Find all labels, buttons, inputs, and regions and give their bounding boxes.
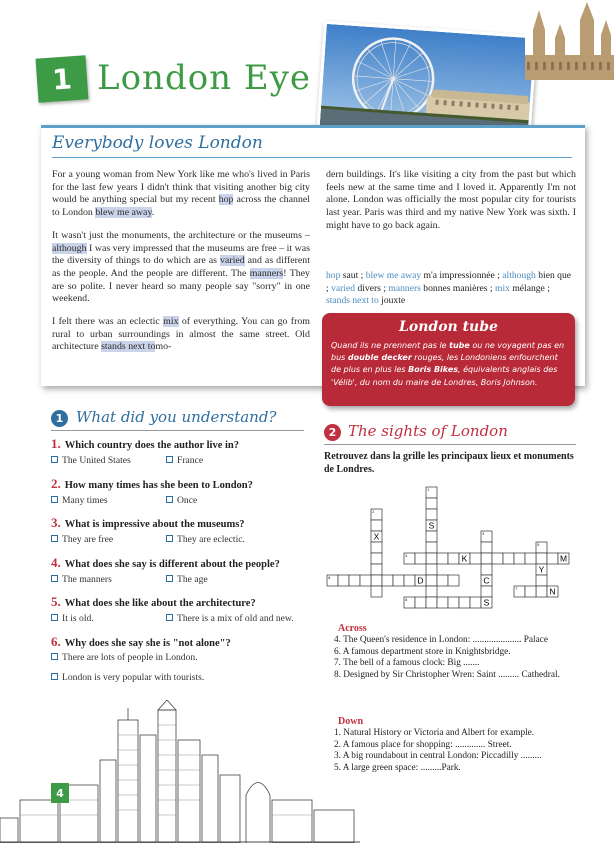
question-number: 2. [51, 475, 61, 491]
crossword-cell[interactable] [349, 575, 360, 586]
crossword-cell[interactable] [470, 597, 481, 608]
crossword-cell[interactable] [415, 553, 426, 564]
answer-label: The age [177, 573, 208, 585]
glossary-translation: jouxte [378, 295, 406, 306]
unit-title: London Eye [97, 58, 312, 98]
crossword-clue-number: 3 [482, 531, 485, 536]
tube-box-title: London tube [399, 319, 498, 335]
text-run: It wasn't just the monuments, the architecture or the museums – [52, 229, 310, 241]
crossword-cell[interactable] [371, 520, 382, 531]
crossword-letter: N [549, 586, 556, 597]
crossword-letter: X [373, 531, 380, 542]
reading-paragraph-3-continued: dern buildings. It's like visiting a city from the past but which feels new at the same time and I loved it. Apparently I'm not alone. London was officially the most popular city for tourists last year. Paris was third and my native New York was sixth. I might have to go back again. [326, 169, 576, 231]
parliament-illustration [525, 0, 614, 80]
text-run: mo- [155, 341, 172, 353]
answer-label: The manners [62, 573, 112, 585]
crossword-cell[interactable] [426, 575, 437, 586]
answer-option[interactable] [166, 534, 245, 545]
highlighted-word: stands next to [101, 341, 156, 353]
glossary-translation: mélange [509, 282, 545, 294]
crossword-clue-number: 1 [427, 487, 430, 492]
answer-label: Many times [62, 494, 108, 506]
glossary-translation: divers [355, 282, 381, 294]
section-1-rule [51, 430, 304, 431]
question-text [51, 555, 280, 571]
crossword-cell[interactable] [426, 564, 437, 575]
text-run: I was very impressed that the museums are free – it was the diversity of things to do which are as [52, 242, 310, 267]
crossword-cell[interactable] [448, 553, 459, 564]
answer-label: Once [177, 494, 198, 506]
clue-item: 3. A big roundabout in central London: Piccadilly ......... [334, 751, 542, 762]
crossword-cell[interactable] [415, 597, 426, 608]
crossword-cell[interactable] [437, 553, 448, 564]
highlighted-word: Boris Bikes [408, 365, 458, 375]
glossary-translation: m'a impressionnée [421, 270, 495, 281]
crossword-letter: C [483, 575, 490, 586]
crossword-cell[interactable] [371, 553, 382, 564]
crossword-cell[interactable] [470, 553, 481, 564]
vocabulary-glossary: hop saut ; blew me away m'a impressionnée ; although bien que ; varied divers ; manners bonnes manières ; mix mélange ; stands next to jouxte [326, 270, 572, 306]
crossword-cell[interactable] [514, 553, 525, 564]
answer-option[interactable] [51, 534, 113, 545]
question-label: Which country does the author live in? [64, 440, 239, 451]
crossword-cell[interactable] [448, 597, 459, 608]
text-run: ou ne voyagent pas en bus [331, 341, 565, 363]
reading-paragraph-3 [52, 316, 310, 354]
clue-item: 4. The Queen's residence in London: ..................... Palace [334, 635, 548, 645]
crossword-grid[interactable] [323, 485, 583, 615]
text-run: and as different as the people. And the people are different. The [52, 255, 310, 279]
checkbox-icon[interactable] [166, 496, 173, 503]
glossary-term: stands next to [326, 295, 379, 306]
section-2-rule [324, 444, 576, 445]
crossword-clue-number: 5 [537, 542, 540, 547]
crossword-cell[interactable] [536, 575, 547, 586]
question-number: 4. [51, 554, 61, 570]
question-label: What does she like about the architecture? [64, 598, 256, 609]
crossword-cell[interactable] [481, 553, 492, 564]
crossword-cell[interactable] [404, 575, 415, 586]
crossword-cell[interactable] [426, 586, 437, 597]
crossword-clue-number: 6 [328, 575, 331, 580]
glossary-translation: saut [340, 270, 359, 281]
reading-title-rule [52, 157, 572, 158]
answer-label: They are eclectic. [177, 534, 245, 545]
answer-option[interactable] [166, 495, 197, 506]
checkbox-icon[interactable] [51, 456, 58, 463]
answer-option[interactable] [51, 613, 94, 624]
question-number: 1. [51, 436, 61, 451]
section-1-number: 1 [51, 410, 68, 427]
crossword-cell[interactable] [448, 575, 459, 586]
question-item [51, 476, 306, 516]
clue-item: 5. A large green space: .........Park. [334, 763, 461, 774]
reading-paragraph-2 [52, 230, 310, 306]
answer-option[interactable] [51, 495, 108, 506]
checkbox-icon[interactable] [51, 673, 58, 680]
unit-number-badge: 1 [36, 55, 89, 102]
section-2-title: The sights of London [348, 422, 508, 440]
question-item [51, 555, 306, 595]
crossword-cell[interactable] [426, 509, 437, 520]
crossword-cell[interactable] [371, 542, 382, 553]
crossword-cell[interactable] [437, 575, 448, 586]
crossword-cell[interactable] [547, 553, 558, 564]
crossword-cell[interactable] [393, 575, 404, 586]
question-number: 3. [51, 515, 61, 530]
question-text [51, 476, 253, 492]
across-heading: Across [338, 623, 367, 634]
glossary-term: mix [494, 282, 510, 294]
page-number: 4 [51, 783, 69, 803]
answer-option[interactable] [166, 613, 294, 624]
crossword-cell[interactable] [360, 575, 371, 586]
reading-paragraph-1 [52, 169, 310, 220]
question-item [51, 515, 306, 555]
clue-item: 2. A famous place for shopping: ............. Street. [334, 739, 512, 750]
london-tube-box [322, 313, 575, 406]
glossary-term: hop [326, 270, 341, 281]
crossword-cell[interactable] [481, 586, 492, 597]
text-run: Quand ils ne prennent pas le [331, 341, 450, 350]
crossword-cell[interactable] [503, 553, 514, 564]
section-2-number: 2 [324, 424, 341, 441]
crossword-cell[interactable] [371, 564, 382, 575]
glossary-term: manners [388, 282, 421, 294]
crossword-cell[interactable] [481, 542, 492, 553]
crossword-cell[interactable] [525, 586, 536, 597]
checkbox-icon[interactable] [166, 575, 173, 582]
checkbox-icon[interactable] [51, 496, 58, 503]
answer-option[interactable] [51, 652, 198, 663]
crossword-cell[interactable] [371, 586, 382, 597]
crossword-clue-number: 4 [405, 553, 408, 558]
checkbox-icon[interactable] [166, 614, 173, 621]
crossword-cell[interactable] [426, 542, 437, 553]
crossword-letter: Y [538, 564, 545, 575]
question-text [51, 436, 239, 452]
checkbox-icon[interactable] [51, 614, 58, 621]
crossword-cell[interactable] [492, 553, 503, 564]
answer-label: It is old. [62, 613, 94, 624]
crossword-cell[interactable] [481, 564, 492, 575]
crossword-cell[interactable] [426, 597, 437, 608]
crossword-cell[interactable] [338, 575, 349, 586]
text-run: across the channel to London [52, 194, 311, 219]
tube-box-text [331, 340, 567, 389]
clue-item: 6. A famous department store in Knightsbridge. [334, 646, 511, 657]
checkbox-icon[interactable] [166, 535, 173, 542]
question-item [51, 594, 306, 634]
question-label: Why does she say she is "not alone"? [64, 637, 231, 649]
highlighted-word: mix [163, 316, 179, 328]
answer-label: The United States [62, 455, 131, 466]
text-run: . [151, 207, 155, 219]
answer-label: There is a mix of old and new. [177, 613, 294, 624]
crossword-cell[interactable] [536, 553, 547, 564]
glossary-term: blew me away [365, 270, 422, 281]
crossword-cell[interactable] [371, 575, 382, 586]
clue-item: 7. The bell of a famous clock: Big ....... [334, 658, 480, 669]
clue-item: 1. Natural History or Victoria and Albert for example. [334, 728, 535, 738]
answer-label: They are free [62, 534, 114, 545]
crossword-letter: S [428, 520, 435, 531]
answer-label: There are lots of people in London. [62, 651, 198, 663]
text-run: of everything. You can go from rural to urban surroundings in almost the same street. Old architecture [52, 316, 310, 353]
down-heading: Down [338, 716, 364, 727]
highlighted-word: although [52, 242, 87, 254]
reading-title: Everybody loves London [52, 133, 263, 153]
crossword-cell[interactable] [536, 586, 547, 597]
city-skyline-illustration [0, 700, 360, 843]
highlighted-word: tube [449, 341, 470, 350]
question-label: What is impressive about the museums? [64, 519, 245, 530]
question-item [51, 633, 306, 683]
crossword-clue-number: 8 [405, 597, 408, 602]
glossary-translation: bien que [535, 270, 572, 281]
question-list [51, 436, 306, 683]
question-text [51, 515, 245, 531]
answer-option[interactable] [51, 574, 112, 585]
crossword-cell[interactable] [382, 575, 393, 586]
crossword-cell[interactable] [525, 553, 536, 564]
question-label: What does she say is different about the people? [64, 558, 280, 570]
question-label: How many times has she been to London? [64, 479, 253, 491]
section-1-title: What did you understand? [76, 408, 277, 426]
checkbox-icon[interactable] [51, 575, 58, 582]
highlighted-word: double decker [347, 353, 412, 363]
across-clues [334, 635, 584, 682]
crossword-letter: D [417, 575, 424, 586]
text-run: , équivalents anglais des 'Vélib', du nom du maire de Londres, Boris Johnson. [331, 365, 558, 387]
answer-option[interactable] [166, 455, 203, 466]
clue-item: 8. Designed by Sir Christopher Wren: Saint ......... Cathedral. [334, 670, 560, 681]
crossword-cell[interactable] [426, 553, 437, 564]
checkbox-icon[interactable] [51, 653, 58, 660]
answer-option[interactable] [51, 672, 204, 683]
glossary-translation: bonnes manières [420, 282, 488, 294]
glossary-term: although [502, 270, 536, 281]
crossword-clue-number: 2 [372, 509, 375, 514]
text-run: ! They are so polite. I never heard so many people say "sorry" in one weekend. [52, 267, 310, 305]
text-run: rouges, les Londoniens enfourchent de plus en plus les [331, 353, 558, 375]
question-text [51, 634, 231, 650]
highlighted-word: hop [218, 194, 234, 206]
crossword-cell[interactable] [459, 597, 470, 608]
question-number: 6. [51, 633, 61, 649]
answer-option[interactable] [166, 574, 208, 585]
reading-column-left [52, 169, 310, 354]
crossword-instructions: Retrouvez dans la grille les principaux lieux et monuments de Londres. [324, 451, 574, 475]
crossword-cell[interactable] [437, 597, 448, 608]
answer-label: London is very popular with tourists. [62, 671, 205, 683]
text-run: I felt there was an eclectic [52, 316, 164, 328]
crossword-cell[interactable] [426, 531, 437, 542]
crossword-letter: M [559, 553, 568, 564]
question-text [51, 594, 256, 610]
question-item [51, 436, 306, 476]
crossword-letter: S [483, 597, 490, 608]
crossword-letter: K [461, 553, 468, 564]
highlighted-word: blew me away [95, 207, 152, 219]
highlighted-word: manners [249, 267, 284, 279]
checkbox-icon[interactable] [166, 456, 173, 463]
glossary-term: varied [331, 282, 356, 294]
down-clues [334, 728, 584, 775]
crossword-clue-number: 7 [515, 586, 518, 591]
highlighted-word: varied [219, 255, 245, 267]
text-run: For a young woman from New York like me who's lived in Paris for the last few years I didn't think that visiting another big city would be anything special but my recent [52, 169, 310, 206]
crossword-cell[interactable] [426, 498, 437, 509]
answer-option[interactable] [51, 455, 131, 466]
reading-column-right [326, 169, 576, 243]
question-number: 5. [51, 594, 61, 609]
checkbox-icon[interactable] [51, 535, 58, 542]
answer-label: France [177, 455, 204, 466]
